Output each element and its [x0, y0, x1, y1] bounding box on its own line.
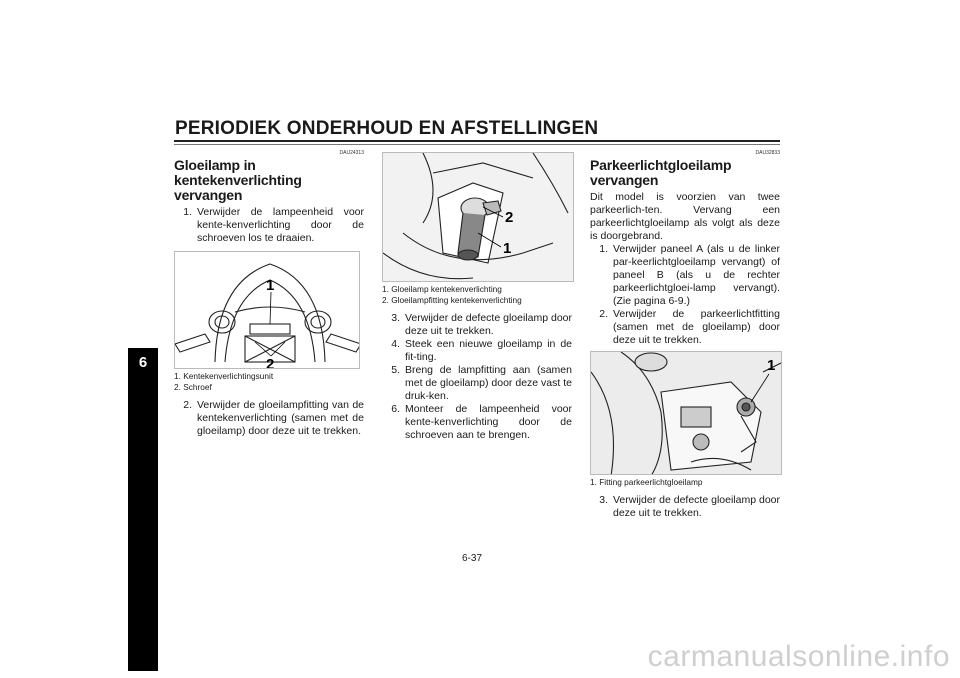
callout-1: 1 — [266, 277, 275, 294]
step-number: 1. — [183, 206, 192, 218]
chapter-tab: 6 — [128, 348, 158, 671]
step-item — [590, 243, 780, 308]
step-item — [382, 312, 572, 338]
page-number: 6-37 — [462, 553, 483, 564]
callout-1: 1 — [767, 357, 776, 374]
step-list-a — [590, 243, 780, 347]
title-rule — [174, 140, 780, 142]
step-text: Verwijder de gloeilampfitting van de kentekenverlichting (samen met de gloeilamp) door deze uit te trekken. — [197, 399, 364, 437]
figure-license-bulb — [382, 152, 574, 282]
step-item — [174, 206, 364, 245]
step-list-a — [174, 206, 364, 245]
caption-item: 1. Gloeilamp kentekenverlichting — [382, 284, 502, 294]
column-1 — [174, 150, 364, 438]
watermark-url: carmanualsonline.info — [647, 640, 950, 673]
step-text: Verwijder de lampeenheid voor kente-kenverlichting door de schroeven los te draaien. — [197, 206, 364, 244]
page-title: PERIODIEK ONDERHOUD EN AFSTELLINGEN — [175, 118, 599, 139]
step-item — [382, 338, 572, 364]
title-rule-thin — [174, 144, 780, 145]
step-text: Verwijder de defecte gloeilamp door deze uit te trekken. — [405, 312, 572, 337]
step-number: 5. — [391, 364, 400, 376]
step-text: Breng de lampfitting aan (samen met de gloeilamp) door deze vast te druk-ken. — [405, 364, 572, 402]
step-text: Verwijder paneel A (als u de linker par-keerlichtgloeilamp vervangt) of paneel B (als u de rechter parkeerlichtgloei-lamp vervangt). (Zie pagina 6-9.) — [613, 243, 780, 307]
section-heading-parking-lamp: Parkeerlichtgloeilamp vervangen — [590, 157, 732, 188]
step-list-b — [590, 494, 780, 520]
step-item — [590, 494, 780, 520]
caption-item: 2. Schroef — [174, 382, 212, 392]
step-text: Steek een nieuwe gloeilamp in de fit-ting. — [405, 338, 572, 363]
section-code: DAU32833 — [755, 150, 780, 156]
figure-captions — [382, 284, 572, 306]
callout-2: 2 — [505, 209, 514, 226]
intro-paragraph: Dit model is voorzien van twee parkeerlich-ten. Vervang een parkeerlichtgloeilamp als volgt als deze is doorgebrand. — [590, 191, 780, 242]
step-list — [382, 312, 572, 442]
parking-lamp-illustration — [591, 352, 782, 475]
figure-parking-lamp-socket — [590, 351, 782, 475]
step-text: Verwijder de parkeerlichtfitting (samen met de gloeilamp) door deze uit te trekken. — [613, 308, 780, 346]
column-3 — [590, 150, 780, 520]
step-number: 2. — [183, 399, 192, 411]
step-number: 6. — [391, 403, 400, 415]
step-number: 3. — [599, 494, 608, 506]
section-heading-license-lamp: Gloeilamp in kentekenverlichting vervangen — [174, 157, 302, 203]
step-list-b — [174, 399, 364, 438]
caption-item: 1. Fitting parkeerlichtgloeilamp — [590, 477, 703, 487]
step-number: 4. — [391, 338, 400, 350]
column-2 — [382, 152, 572, 442]
step-item — [382, 403, 572, 442]
section-code: DAU24313 — [339, 150, 364, 156]
step-number: 3. — [391, 312, 400, 324]
step-text: Verwijder de defecte gloeilamp door deze uit te trekken. — [613, 494, 780, 519]
figure-captions — [590, 477, 780, 488]
figure-license-light-unit — [174, 251, 360, 369]
step-text: Monteer de lampeenheid voor kente-kenverlichting door de schroeven aan te brengen. — [405, 403, 572, 441]
step-item — [382, 364, 572, 403]
callout-2: 2 — [266, 356, 275, 369]
license-light-illustration — [175, 252, 360, 369]
step-number: 1. — [599, 243, 608, 255]
figure-captions — [174, 371, 364, 393]
step-number: 2. — [599, 308, 608, 320]
caption-item: 1. Kentekenverlichtingsunit — [174, 371, 274, 381]
caption-item: 2. Gloeilampfitting kentekenverlichting — [382, 295, 522, 305]
callout-1: 1 — [503, 240, 512, 257]
step-item — [174, 399, 364, 438]
step-item — [590, 308, 780, 347]
bulb-socket-illustration — [383, 153, 574, 282]
